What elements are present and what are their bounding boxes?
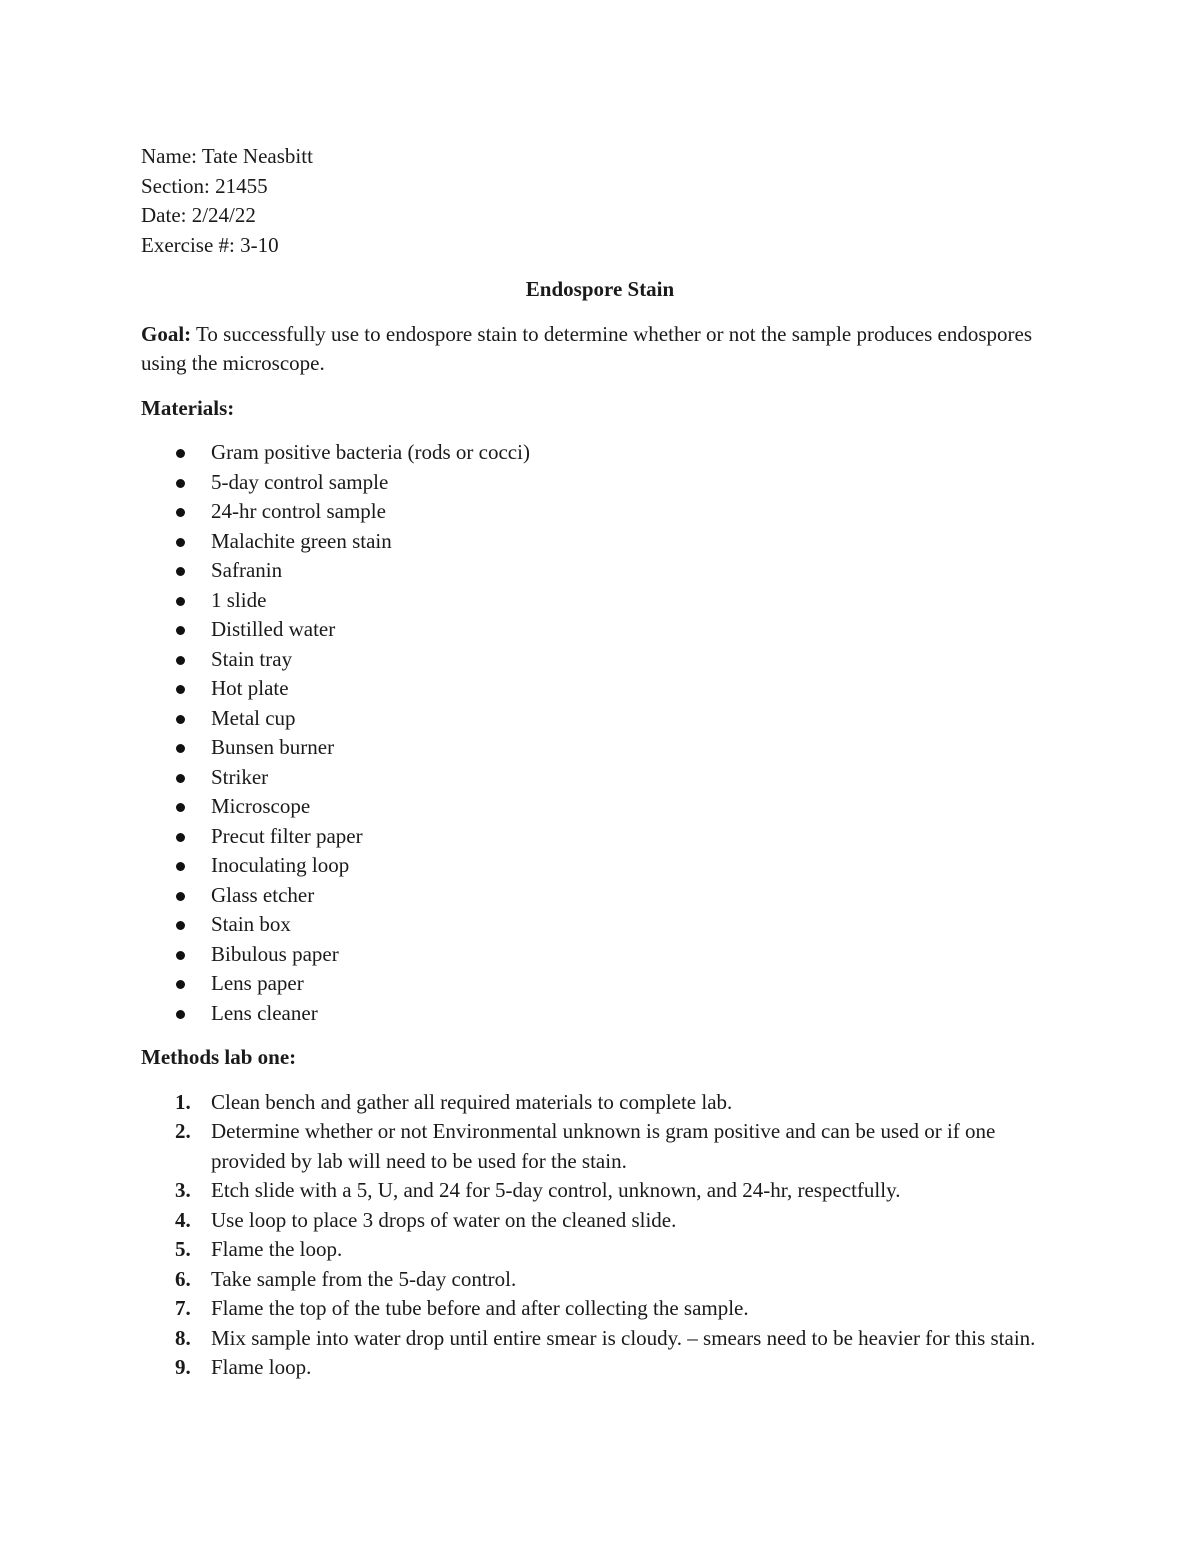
step-number: 9. (175, 1355, 191, 1379)
list-item (141, 674, 1061, 704)
material-item-text: Stain box (211, 912, 291, 936)
materials-list (141, 438, 1061, 1028)
bullet-icon (176, 774, 185, 783)
list-item (141, 497, 1061, 527)
material-item-text: Bunsen burner (211, 735, 335, 759)
material-item-text: Stain tray (211, 646, 293, 671)
bullet-icon (176, 833, 185, 842)
method-step (141, 1176, 1061, 1206)
step-number: 8. (175, 1325, 191, 1350)
step-number: 7. (175, 1296, 191, 1320)
list-item (141, 910, 1061, 940)
list-item (141, 881, 1061, 911)
material-item-text: Lens cleaner (211, 1000, 318, 1025)
material-item-text: Precut filter paper (211, 823, 363, 848)
exercise-number: Exercise #: 3-10 (141, 232, 279, 257)
bullet-icon (176, 626, 185, 635)
step-number: 3. (175, 1178, 191, 1202)
step-text: Flame the loop. (211, 1237, 343, 1261)
bullet-icon (176, 862, 185, 871)
step-number: 2. (175, 1119, 191, 1143)
lab-date: Date: 2/24/22 (141, 203, 256, 227)
bullet-icon (176, 980, 185, 989)
bullet-icon (176, 803, 185, 812)
list-item (141, 969, 1061, 999)
bullet-icon (176, 744, 185, 753)
step-text: Determine whether or not Environmental unknown is gram positive and can be used or if one provided by lab will need to be used for the stain. (211, 1119, 996, 1173)
method-step (141, 1294, 1061, 1324)
method-step (141, 1324, 1061, 1354)
material-item-text: Hot plate (211, 676, 289, 700)
bullet-icon (176, 479, 185, 488)
step-number: 1. (175, 1089, 191, 1114)
goal-label: Goal: (141, 321, 192, 346)
step-text: Mix sample into water drop until entire smear is cloudy. – smears need to be heavier for this stain. (211, 1325, 1036, 1350)
material-item-text: Safranin (211, 558, 283, 582)
student-name: Name: Tate Neasbitt (141, 144, 313, 168)
bullet-icon (176, 685, 185, 694)
step-number: 5. (175, 1237, 191, 1261)
bullet-icon (176, 567, 185, 576)
material-item-text: Malachite green stain (211, 528, 392, 553)
list-item (141, 763, 1061, 793)
bullet-icon (176, 449, 185, 458)
list-item (141, 586, 1061, 616)
materials-heading: Materials: (141, 395, 235, 420)
bullet-icon (176, 656, 185, 665)
methods-list (141, 1088, 1061, 1383)
bullet-icon (176, 892, 185, 901)
list-item (141, 556, 1061, 586)
bullet-icon (176, 597, 185, 606)
document-page (141, 142, 1061, 1383)
list-item (141, 527, 1061, 557)
bullet-icon (176, 1010, 185, 1019)
material-item-text: Microscope (211, 794, 311, 818)
list-item (141, 733, 1061, 763)
step-text: Clean bench and gather all required materials to complete lab. (211, 1089, 733, 1114)
step-text: Etch slide with a 5, U, and 24 for 5-day control, unknown, and 24-hr, respectfully. (211, 1178, 901, 1202)
goal-paragraph (141, 320, 1061, 379)
bullet-icon (176, 951, 185, 960)
method-step (141, 1088, 1061, 1118)
step-text: Flame loop. (211, 1355, 312, 1379)
methods-heading: Methods lab one: (141, 1045, 297, 1069)
method-step (141, 1206, 1061, 1236)
list-item (141, 792, 1061, 822)
goal-text: To successfully use to endospore stain to determine whether or not the sample produces endospores using the microscope. (141, 321, 1033, 375)
list-item (141, 940, 1061, 970)
list-item (141, 851, 1061, 881)
step-text: Flame the top of the tube before and after collecting the sample. (211, 1296, 749, 1320)
step-text: Take sample from the 5-day control. (211, 1266, 517, 1291)
method-step (141, 1265, 1061, 1295)
list-item (141, 822, 1061, 852)
material-item-text: Striker (211, 764, 269, 789)
material-item-text: Gram positive bacteria (rods or cocci) (211, 440, 530, 464)
method-step (141, 1235, 1061, 1265)
step-number: 6. (175, 1266, 191, 1291)
section-number: Section: 21455 (141, 173, 268, 198)
list-item (141, 704, 1061, 734)
material-item-text: 1 slide (211, 587, 267, 612)
bullet-icon (176, 538, 185, 547)
material-item-text: Bibulous paper (211, 941, 339, 966)
list-item (141, 645, 1061, 675)
bullet-icon (176, 508, 185, 517)
material-item-text: Inoculating loop (211, 853, 350, 877)
step-text: Use loop to place 3 drops of water on the cleaned slide. (211, 1207, 677, 1232)
material-item-text: Glass etcher (211, 882, 315, 907)
method-step (141, 1117, 1061, 1176)
bullet-icon (176, 921, 185, 930)
list-item (141, 615, 1061, 645)
list-item (141, 468, 1061, 498)
step-number: 4. (175, 1207, 191, 1232)
method-step (141, 1353, 1061, 1383)
bullet-icon (176, 715, 185, 724)
material-item-text: Lens paper (211, 971, 304, 995)
material-item-text: 5-day control sample (211, 469, 389, 494)
material-item-text: Metal cup (211, 705, 296, 730)
document-title: Endospore Stain (525, 277, 675, 301)
material-item-text: Distilled water (211, 617, 336, 641)
list-item (141, 999, 1061, 1029)
list-item (141, 438, 1061, 468)
material-item-text: 24-hr control sample (211, 499, 386, 523)
